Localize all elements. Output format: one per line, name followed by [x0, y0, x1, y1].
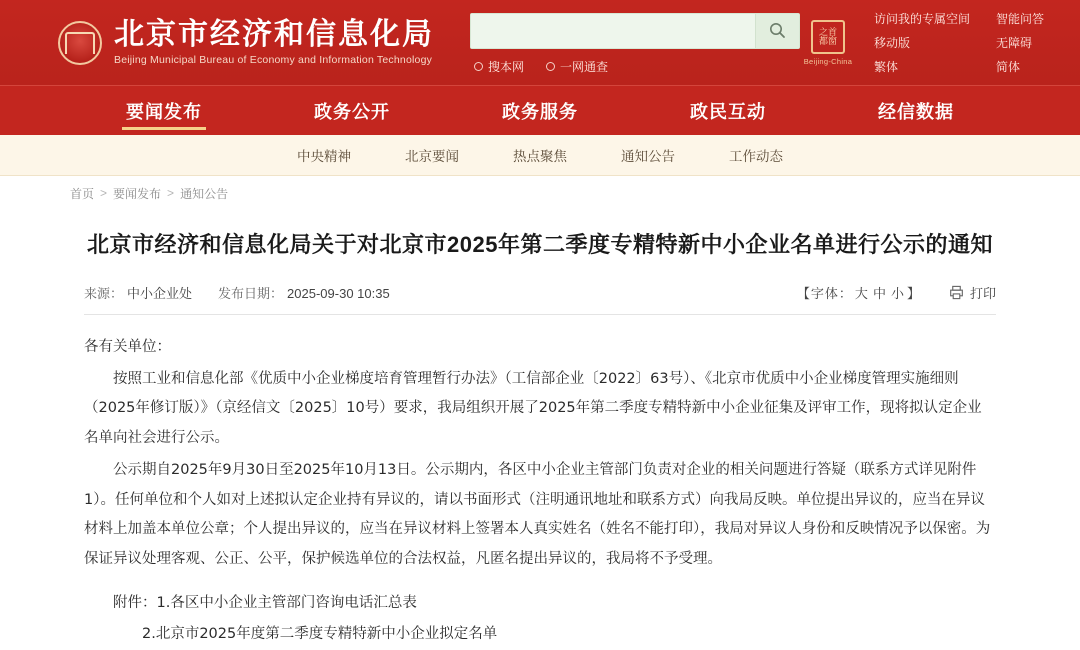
article-source [84, 283, 192, 302]
breadcrumb-separator: > [167, 186, 175, 200]
org-name-en: Beijing Municipal Bureau of Economy and Information Technology [114, 54, 433, 67]
subnav-item-work-updates[interactable]: 工作动态 [729, 149, 783, 164]
subnav-item-central-spirit[interactable]: 中央精神 [297, 149, 351, 164]
article-date [218, 283, 390, 302]
subnav-item-beijing-news[interactable]: 北京要闻 [405, 149, 459, 164]
font-size-medium[interactable]: 中 [872, 286, 887, 301]
article-attachment-2: 2.北京市2025年度第二季度专精特新中小企业拟定名单 [142, 626, 498, 643]
print-button[interactable] [949, 283, 996, 302]
font-size-control [797, 283, 921, 302]
article-date-label: 发布日期： [218, 286, 284, 301]
article-source-label: 来源： [84, 286, 124, 301]
site-logo[interactable] [58, 19, 434, 67]
font-size-label: 【字体： [796, 286, 853, 301]
print-label: 打印 [969, 286, 996, 301]
article-paragraph: 按照工业和信息化部《优质中小企业梯度培育管理暂行办法》（工信部企业〔2022〕63号）、《北京市优质中小企业梯度管理实施细则（2025年修订版）》（京经信文〔2025〕10号）要求，我局组织开展了2025年第二季度专精特新中小企业征集及评审工作，现将拟认定企业名单向社会进行公示。 [84, 370, 982, 447]
badge-square-icon: 之首 都窗 [811, 20, 845, 54]
nav-item-interaction[interactable]: 政民互动 [690, 101, 766, 122]
subnav-item-hot-topics[interactable]: 热点聚焦 [513, 149, 567, 164]
breadcrumb-separator: > [100, 186, 108, 200]
nav-item-news[interactable]: 要闻发布 [70, 86, 258, 135]
font-size-large[interactable]: 大 [854, 286, 869, 301]
header-right [800, 10, 1054, 75]
article-body [84, 333, 996, 650]
nav-item-services[interactable]: 政务服务 [502, 101, 578, 122]
article-source-value: 中小企业处 [127, 286, 193, 301]
radio-icon [546, 62, 555, 71]
nav-item-data[interactable]: 经信数据 [878, 101, 954, 122]
org-name-cn: 北京市经济和信息化局 [114, 17, 434, 51]
site-header [0, 0, 1080, 85]
article-paragraph: 各有关单位： [84, 339, 171, 355]
page-title: 北京市经济和信息化局关于对北京市2025年第二季度专精特新中小企业名单进行公示的通知 [87, 232, 993, 257]
search-input[interactable] [471, 14, 755, 48]
search-scope-network-label: 一网通查 [560, 59, 609, 74]
search-scope-site[interactable] [474, 58, 524, 75]
font-size-label-end: 】 [906, 286, 921, 301]
breadcrumb-announcements[interactable]: 通知公告 [180, 186, 229, 201]
link-smart-qa[interactable]: 智能问答 [996, 12, 1045, 26]
link-traditional[interactable]: 繁体 [874, 60, 899, 74]
search-scope-options [470, 58, 800, 75]
breadcrumb-home[interactable]: 首页 [70, 186, 95, 201]
article-paragraph: 公示期自2025年9月30日至2025年10月13日。公示期内，各区中小企业主管部门负责对企业的相关问题进行答疑（联系方式详见附件1）。任何单位和个人如对上述拟认定企业持有异议的，请以书面形式（注明通讯地址和联系方式）向我局反映。单位提出异议的，应当在异议材料上加盖本单位公章；个人提出异议的，应当在异议材料上签署本人真实姓名（姓名不能打印），我局对异议人身份和反映情况予以保密。为保证异议处理客观、公正、公平，保护候选单位的合法权益，凡匿名提出异议的，我局将不予受理。 [84, 461, 991, 568]
breadcrumb-news[interactable]: 要闻发布 [113, 186, 162, 201]
government-emblem-icon [58, 21, 102, 65]
search-scope-network[interactable] [546, 58, 608, 75]
printer-icon [949, 285, 964, 300]
main-navigation [0, 85, 1080, 135]
quick-links [874, 10, 1044, 75]
link-accessibility[interactable]: 无障碍 [996, 36, 1033, 50]
search-icon[interactable] [755, 14, 799, 48]
link-mobile[interactable]: 移动版 [874, 36, 911, 50]
search-scope-site-label: 搜本网 [488, 59, 525, 74]
article [0, 228, 1080, 650]
font-size-small[interactable]: 小 [890, 286, 905, 301]
article-meta [84, 283, 996, 315]
article-date-value: 2025-09-30 10:35 [287, 286, 390, 301]
nav-item-government-affairs[interactable]: 政务公开 [314, 101, 390, 122]
breadcrumb [0, 176, 1080, 210]
link-my-space[interactable]: 访问我的专属空间 [874, 12, 971, 26]
badge-caption: Beijing-China [803, 56, 853, 66]
subnav-item-announcements[interactable]: 通知公告 [621, 149, 675, 164]
article-attachment-1: 附件：1.各区中小企业主管部门咨询电话汇总表 [113, 594, 417, 611]
beijing-china-badge[interactable] [800, 14, 856, 72]
search-box[interactable] [470, 13, 800, 49]
sub-navigation [0, 135, 1080, 176]
link-simplified[interactable]: 简体 [996, 60, 1021, 74]
radio-icon [474, 62, 483, 71]
search-area [470, 13, 800, 75]
